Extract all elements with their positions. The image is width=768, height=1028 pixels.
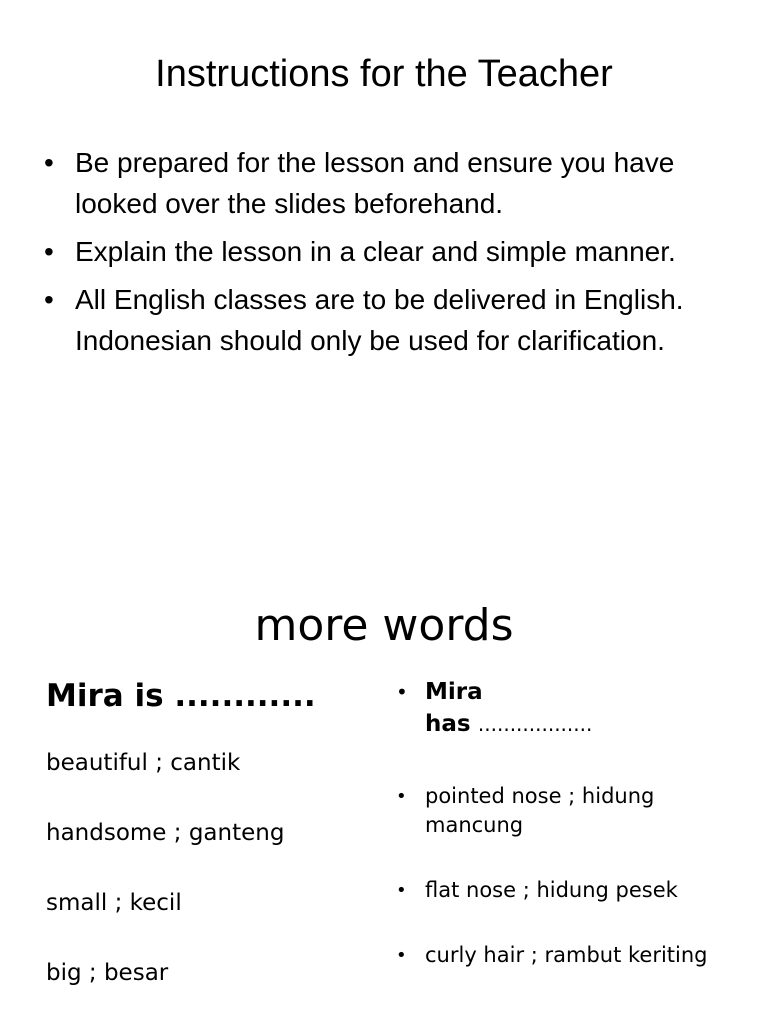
bullet-icon: • [396, 786, 407, 807]
instruction-text: Explain the lesson in a clear and simple manner. [75, 236, 676, 267]
vocab-item [396, 941, 736, 970]
slide-title: more words [254, 600, 514, 651]
list-item [44, 231, 724, 272]
bullet-icon: • [396, 880, 407, 901]
instruction-list [44, 142, 724, 368]
instruction-text: All English classes are to be delivered in English. Indonesian should only be used for clarification. [75, 284, 684, 356]
slide-title: Instructions for the Teacher [155, 53, 613, 95]
bullet-icon: • [396, 945, 407, 966]
vocab-item: beautiful ; cantik [46, 750, 241, 776]
vocab-item [396, 876, 736, 905]
heading-name: Mira [425, 679, 483, 705]
vocab-item [396, 782, 736, 840]
bullet-icon: • [44, 147, 54, 178]
heading-verb: has [425, 711, 471, 737]
column-heading: Mira is ............ [46, 678, 316, 714]
vocab-item: big ; besar [46, 960, 169, 986]
list-item [44, 142, 724, 224]
column-heading [396, 676, 736, 740]
vocab-text: curly hair ; rambut keriting [425, 943, 708, 967]
vocab-text: pointed nose ; hidung mancung [425, 784, 655, 837]
adjective-column [46, 676, 376, 1028]
vocab-item: small ; kecil [46, 890, 182, 916]
list-item [44, 279, 724, 361]
vocab-item: handsome ; ganteng [46, 820, 285, 846]
instruction-text: Be prepared for the lesson and ensure you have looked over the slides beforehand. [75, 147, 675, 219]
vocab-text: flat nose ; hidung pesek [425, 878, 678, 902]
bullet-icon: • [44, 236, 54, 267]
feature-column [396, 676, 736, 1006]
bullet-icon: • [44, 284, 54, 315]
bullet-icon: • [396, 680, 408, 704]
heading-blank: .................. [477, 712, 593, 736]
